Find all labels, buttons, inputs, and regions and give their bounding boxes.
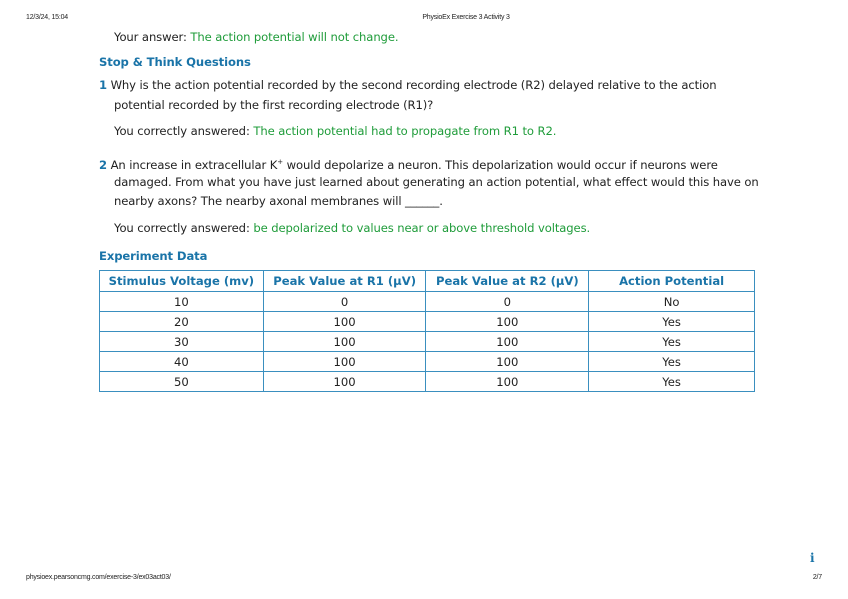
question-2-line-2: damaged. From what you have just learned about generating an action potential, what effect would this have on (114, 175, 759, 189)
table-row (100, 292, 755, 312)
print-url: physioex.pearsoncmg.com/exercise-3/ex03act03/ (26, 574, 171, 581)
cell-stimulus: 30 (100, 332, 264, 352)
cell-stimulus: 10 (100, 292, 264, 312)
column-header-r2: Peak Value at R2 (μV) (426, 271, 589, 292)
cell-action-potential: No (589, 292, 755, 312)
cell-action-potential: Yes (589, 372, 755, 392)
question-2-answer-text: be depolarized to values near or above threshold voltages. (253, 221, 591, 235)
question-2-answer (114, 220, 590, 236)
page-number: 2/7 (812, 574, 822, 581)
question-1-text-1: Why is the action potential recorded by the second recording electrode (R2) delayed relative to the action (110, 78, 717, 92)
print-title: PhysioEx Exercise 3 Activity 3 (422, 14, 510, 21)
column-header-action-potential: Action Potential (589, 271, 755, 292)
cell-r1: 100 (263, 332, 426, 352)
column-header-r1: Peak Value at R1 (μV) (263, 271, 426, 292)
question-1-line-2: potential recorded by the first recording electrode (R1)? (114, 98, 434, 112)
cell-r2: 100 (426, 352, 589, 372)
question-1-answer-label: You correctly answered: (114, 124, 250, 138)
question-1-number: 1 (99, 78, 107, 92)
table-row (100, 372, 755, 392)
experiment-data-table (99, 270, 755, 392)
question-2-superscript: + (277, 158, 283, 166)
experiment-data-heading: Experiment Data (99, 249, 208, 263)
cell-action-potential: Yes (589, 332, 755, 352)
cell-r2: 0 (426, 292, 589, 312)
previous-answer-text: The action potential will not change. (190, 30, 399, 44)
question-1-answer (114, 123, 556, 139)
column-header-stimulus: Stimulus Voltage (mv) (100, 271, 264, 292)
question-2-text-1a: An increase in extracellular K (110, 157, 278, 172)
question-2-number: 2 (99, 157, 107, 172)
table-row (100, 312, 755, 332)
cell-action-potential: Yes (589, 312, 755, 332)
cell-stimulus: 20 (100, 312, 264, 332)
previous-answer-label: Your answer: (114, 30, 187, 44)
stop-think-heading: Stop & Think Questions (99, 55, 251, 69)
question-1-answer-text: The action potential had to propagate from R1 to R2. (253, 124, 557, 138)
cell-action-potential: Yes (589, 352, 755, 372)
cell-r2: 100 (426, 332, 589, 352)
table-row (100, 352, 755, 372)
cell-r1: 100 (263, 312, 426, 332)
cell-r1: 100 (263, 372, 426, 392)
table-row (100, 332, 755, 352)
print-datetime: 12/3/24, 15:04 (26, 14, 68, 21)
cell-r2: 100 (426, 312, 589, 332)
info-icon[interactable]: i (810, 551, 815, 565)
question-1-line-1 (99, 77, 716, 93)
question-2-text-1b: would depolarize a neuron. This depolarization would occur if neurons were (282, 157, 718, 172)
previous-answer (114, 29, 398, 45)
cell-r1: 0 (263, 292, 426, 312)
question-2-line-3: nearby axons? The nearby axonal membranes will ______. (114, 194, 443, 208)
question-2-line-1 (99, 154, 718, 173)
cell-stimulus: 50 (100, 372, 264, 392)
question-2-answer-label: You correctly answered: (114, 221, 250, 235)
cell-stimulus: 40 (100, 352, 264, 372)
cell-r1: 100 (263, 352, 426, 372)
cell-r2: 100 (426, 372, 589, 392)
table-header-row (100, 271, 755, 292)
